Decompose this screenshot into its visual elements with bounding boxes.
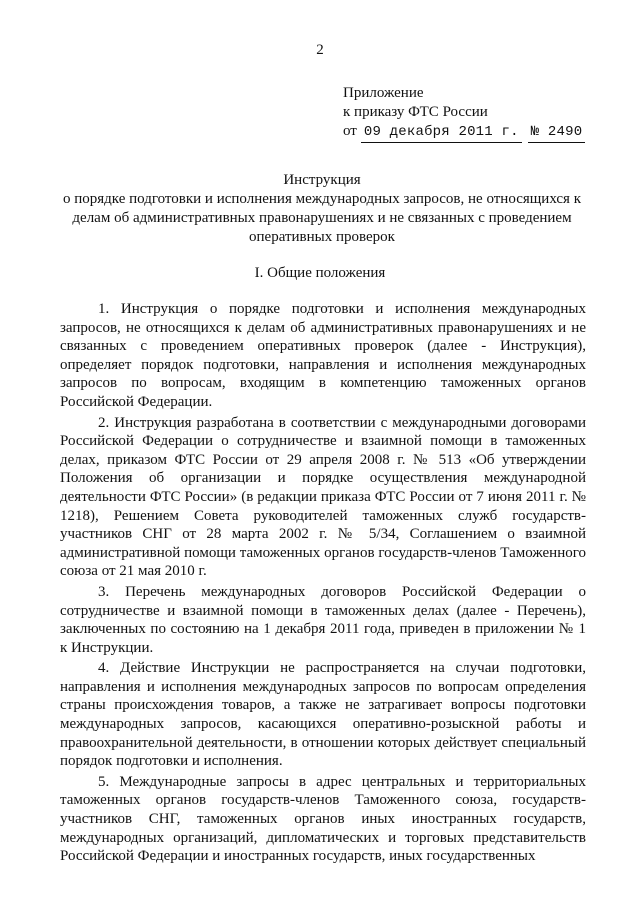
document-title-subtitle: о порядке подготовки и исполнения международных запросов, не относящихся к делам об административных правонарушениях и не связанных с проведением оперативных проверок <box>62 191 581 245</box>
appendix-prefix: от <box>343 123 357 139</box>
document-title-main: Инструкция <box>283 172 361 188</box>
number-value: 2490 <box>547 124 583 140</box>
page-number: 2 <box>316 42 324 58</box>
paragraph-2: 2. Инструкция разработана в соответствии с международными договорами Российской Федерации о сотрудничестве и взаимной помощи в таможенных делах, приказом ФТС России от 29 апреля 2008 г. № 513 «Об утверждении Положения об организации и порядке осуществления международной деятельности ФТС России» (в редакции приказа ФТС России от 7 июня 2011 г. № 1218), Решением Совета руководителей таможенных служб государств-участников СНГ от 28 марта 2002 г. № 5/34, Соглашением о взаимной административной помощи таможенных органов государств-членов Таможенного союза от 21 мая 2010 г. <box>60 414 586 580</box>
document-title <box>60 171 584 247</box>
appendix-block <box>343 84 585 143</box>
paragraph-3: 3. Перечень международных договоров Российской Федерации о сотрудничестве и взаимной помощи в таможенных делах (далее - Перечень), заключенных по состоянию на 1 декабря 2011 года, приведен в приложении № 1 к Инструкции. <box>60 583 586 656</box>
paragraph-4: 4. Действие Инструкции не распространяется на случаи подготовки, направления и исполнения международных запросов по вопросам определения страны происхождения товаров, а также не затрагивает вопросы подготовки международных запросов, касающихся оперативно-розыскной работы и правоохранительной деятельности, в отношении которых действует специальный порядок подготовки и исполнения. <box>60 660 586 770</box>
appendix-date: 09 декабря 2011 г. <box>361 123 522 143</box>
appendix-order-ref: к приказу ФТС России <box>343 104 488 120</box>
paragraph-5: 5. Международные запросы в адрес центральных и территориальных таможенных органов государств-членов Таможенного союза, государств-участников СНГ, таможенных органов иных иностранных государств, международных организаций, дипломатических и торговых представительств Российской Федерации и иностранных государств, иных государственных <box>60 773 586 865</box>
appendix-number <box>528 123 586 143</box>
section-heading: I. Общие положения <box>254 265 386 281</box>
document-body <box>60 300 586 868</box>
paragraph-1: 1. Инструкция о порядке подготовки и исполнения международных запросов, не относящихся к делам об административных правонарушениях и не связанных с проведением оперативных проверок (далее - Инструкция), определяет порядок подготовки, направления и исполнения международных запросов по вопросам, входящим в компетенцию таможенных органов Российской Федерации. <box>60 301 586 410</box>
appendix-label: Приложение <box>343 85 424 101</box>
number-sign: № <box>530 124 540 140</box>
appendix-order-line <box>343 122 585 143</box>
